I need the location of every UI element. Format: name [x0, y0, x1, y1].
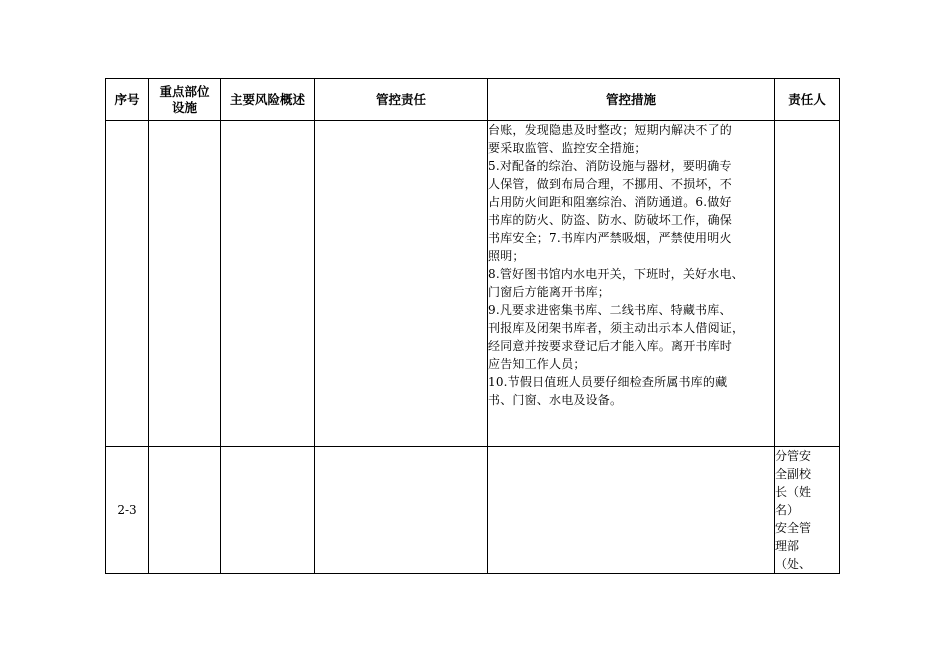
cell-risk — [221, 447, 315, 574]
measures-line: 书库的防火、防盗、防水、防破坏工作，确保 — [488, 213, 733, 227]
header-measures: 管控措施 — [488, 79, 775, 121]
cell-person — [775, 447, 840, 574]
table-row — [106, 447, 840, 574]
header-location-line2: 设施 — [171, 99, 197, 115]
person-line: 分管安 — [775, 449, 812, 463]
table-header-row — [106, 79, 840, 121]
cell-seq: 2-3 — [106, 447, 149, 574]
measures-line: 经同意并按要求登记后才能入库。离开书库时 — [488, 339, 733, 353]
person-line: 理部 — [775, 539, 800, 553]
measures-line: 门窗后方能离开书库； — [488, 285, 611, 299]
measures-line: 5.对配备的综治、消防设施与器材，要明确专 — [488, 159, 732, 173]
cell-measures — [488, 447, 775, 574]
measures-line: 8.管好图书馆内水电开关，下班时，关好水电、 — [488, 267, 744, 281]
cell-measures — [488, 121, 775, 447]
measures-line: 人保管，做到布局合理，不挪用、不损坏，不 — [488, 177, 733, 191]
person-line: （处、 — [775, 557, 812, 571]
risk-control-table — [105, 78, 840, 574]
table-row — [106, 121, 840, 447]
cell-responsibility — [315, 121, 488, 447]
cell-location — [149, 121, 221, 447]
measures-line: 台账，发现隐患及时整改；短期内解决不了的 — [488, 123, 733, 137]
measures-line: 应告知工作人员； — [488, 357, 586, 371]
cell-person — [775, 121, 840, 447]
cell-risk — [221, 121, 315, 447]
person-line: 安全管 — [775, 521, 812, 535]
measures-line: 书库安全；7.书库内严禁吸烟，严禁使用明火 — [488, 231, 732, 245]
person-line: 长（姓 — [775, 485, 812, 499]
header-seq: 序号 — [106, 79, 149, 121]
person-line: 名） — [775, 503, 800, 517]
measures-line: 书、门窗、水电及设备。 — [488, 393, 623, 407]
cell-location — [149, 447, 221, 574]
measures-line: 占用防火间距和阻塞综治、消防通道。6.做好 — [488, 195, 732, 209]
cell-seq — [106, 121, 149, 447]
person-line: 全副校 — [775, 467, 812, 481]
header-location-line1: 重点部位 — [159, 83, 210, 99]
header-risk-summary: 主要风险概述 — [221, 79, 315, 121]
header-responsibility: 管控责任 — [315, 79, 488, 121]
measures-line: 照明； — [488, 249, 525, 263]
measures-line: 10.节假日值班人员要仔细检查所属书库的藏 — [488, 375, 728, 389]
header-location — [149, 79, 221, 121]
measures-line: 要采取监管、监控安全措施； — [488, 141, 647, 155]
measures-line: 刊报库及闭架书库者，须主动出示本人借阅证， — [488, 321, 745, 335]
header-person: 责任人 — [775, 79, 840, 121]
cell-responsibility — [315, 447, 488, 574]
measures-line: 9.凡要求进密集书库、二线书库、特藏书库、 — [488, 303, 732, 317]
